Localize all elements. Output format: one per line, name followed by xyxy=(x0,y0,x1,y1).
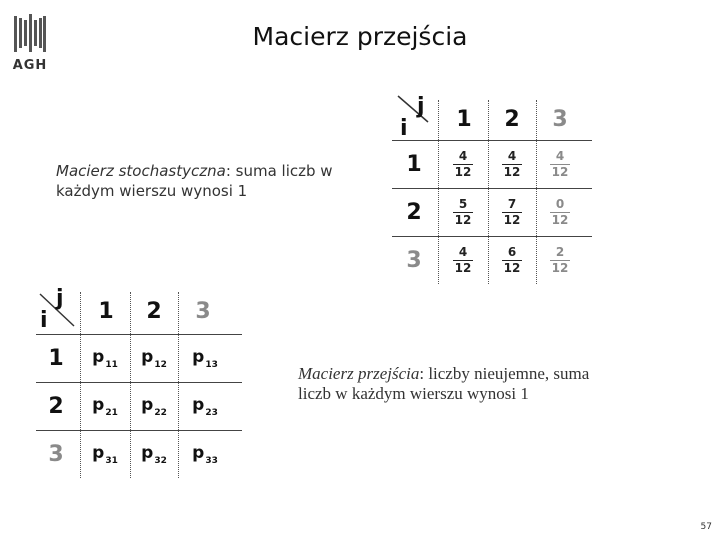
row-header: 1 xyxy=(406,151,422,177)
fraction-numerator: 2 xyxy=(555,244,565,259)
matrix-cell xyxy=(536,140,584,188)
fraction-numerator: 4 xyxy=(555,148,565,163)
matrix-cell xyxy=(536,188,584,236)
fraction-denominator: 12 xyxy=(503,212,521,227)
fraction-numerator: 4 xyxy=(458,148,468,163)
col-header: 2 xyxy=(504,106,520,132)
note-transition-term: Macierz przejścia xyxy=(298,364,420,383)
p-letter: p xyxy=(92,346,105,367)
fraction-numerator: 4 xyxy=(507,148,517,163)
fraction xyxy=(502,150,522,179)
corner-col-label: j xyxy=(56,286,64,311)
row-header: 2 xyxy=(406,199,422,225)
note-stochastic xyxy=(56,161,376,201)
matrix-cell xyxy=(80,430,130,478)
corner-row-label: i xyxy=(40,308,48,333)
note-transition xyxy=(298,364,618,404)
matrix-numeric xyxy=(392,92,592,287)
fraction xyxy=(453,198,473,227)
matrix-cell xyxy=(80,334,130,382)
matrix-cell xyxy=(178,430,232,478)
p-letter: p xyxy=(192,394,205,415)
fraction-numerator: 6 xyxy=(507,244,517,259)
matrix-cell xyxy=(130,382,178,430)
probability-symbol xyxy=(192,395,218,418)
p-subscript: 12 xyxy=(154,359,167,370)
p-subscript: 13 xyxy=(205,359,218,370)
matrix-cell xyxy=(488,188,536,236)
p-subscript: 32 xyxy=(154,455,167,466)
col-header: 1 xyxy=(98,298,114,324)
matrix-cell xyxy=(178,334,232,382)
p-subscript: 22 xyxy=(154,407,167,418)
probability-symbol xyxy=(92,347,118,370)
fraction-denominator: 12 xyxy=(454,164,472,179)
p-letter: p xyxy=(141,442,154,463)
matrix-cell xyxy=(130,430,178,478)
matrix-cell xyxy=(438,236,488,284)
p-letter: p xyxy=(192,346,205,367)
note-stochastic-text: : suma liczb w każdym wierszu wynosi 1 xyxy=(56,162,333,200)
fraction-numerator: 5 xyxy=(458,196,468,211)
fraction-denominator: 12 xyxy=(551,212,569,227)
fraction-denominator: 12 xyxy=(503,164,521,179)
fraction xyxy=(502,198,522,227)
matrix-cell xyxy=(438,188,488,236)
fraction-denominator: 12 xyxy=(454,212,472,227)
p-subscript: 21 xyxy=(105,407,118,418)
corner-col-label: j xyxy=(417,94,425,119)
page-title: Macierz przejścia xyxy=(252,22,468,51)
page-number: 57 xyxy=(700,522,712,532)
note-transition-text: : liczby nieujemne, suma liczb w każdym wierszu wynosi 1 xyxy=(298,364,590,403)
matrix-cell xyxy=(488,140,536,188)
col-header: 1 xyxy=(456,106,472,132)
fraction xyxy=(550,246,570,275)
fraction xyxy=(550,198,570,227)
matrix-cell xyxy=(178,382,232,430)
row-header: 3 xyxy=(406,247,422,273)
fraction-denominator: 12 xyxy=(551,260,569,275)
p-subscript: 31 xyxy=(105,455,118,466)
matrix-cell xyxy=(536,236,584,284)
matrix-cell xyxy=(488,236,536,284)
fraction-numerator: 7 xyxy=(507,196,517,211)
fraction-denominator: 12 xyxy=(551,164,569,179)
p-letter: p xyxy=(141,394,154,415)
matrix-cell xyxy=(130,334,178,382)
p-subscript: 23 xyxy=(205,407,218,418)
p-letter: p xyxy=(192,442,205,463)
fraction-numerator: 0 xyxy=(555,196,565,211)
probability-symbol xyxy=(192,347,218,370)
matrix-cell xyxy=(438,140,488,188)
probability-symbol xyxy=(141,395,167,418)
fraction-numerator: 4 xyxy=(458,244,468,259)
col-header: 3 xyxy=(552,106,568,132)
probability-symbol xyxy=(92,443,118,466)
fraction xyxy=(550,150,570,179)
p-subscript: 11 xyxy=(105,359,118,370)
p-subscript: 33 xyxy=(205,455,218,466)
note-stochastic-term: Macierz stochastyczna xyxy=(56,162,226,180)
row-header: 2 xyxy=(48,393,64,419)
probability-symbol xyxy=(92,395,118,418)
matrix-symbolic xyxy=(36,286,242,478)
probability-symbol xyxy=(141,347,167,370)
row-header: 1 xyxy=(48,345,64,371)
logo-text: AGH xyxy=(12,58,48,73)
corner-row-label: i xyxy=(400,116,408,141)
p-letter: p xyxy=(141,346,154,367)
fraction-denominator: 12 xyxy=(454,260,472,275)
col-header: 2 xyxy=(146,298,162,324)
corner-diagonal xyxy=(392,92,438,140)
fraction xyxy=(453,150,473,179)
p-letter: p xyxy=(92,442,105,463)
matrix-cell xyxy=(80,382,130,430)
fraction-denominator: 12 xyxy=(503,260,521,275)
fraction xyxy=(502,246,522,275)
p-letter: p xyxy=(92,394,105,415)
row-header: 3 xyxy=(48,441,64,467)
probability-symbol xyxy=(141,443,167,466)
fraction xyxy=(453,246,473,275)
col-header: 3 xyxy=(195,298,211,324)
probability-symbol xyxy=(192,443,218,466)
